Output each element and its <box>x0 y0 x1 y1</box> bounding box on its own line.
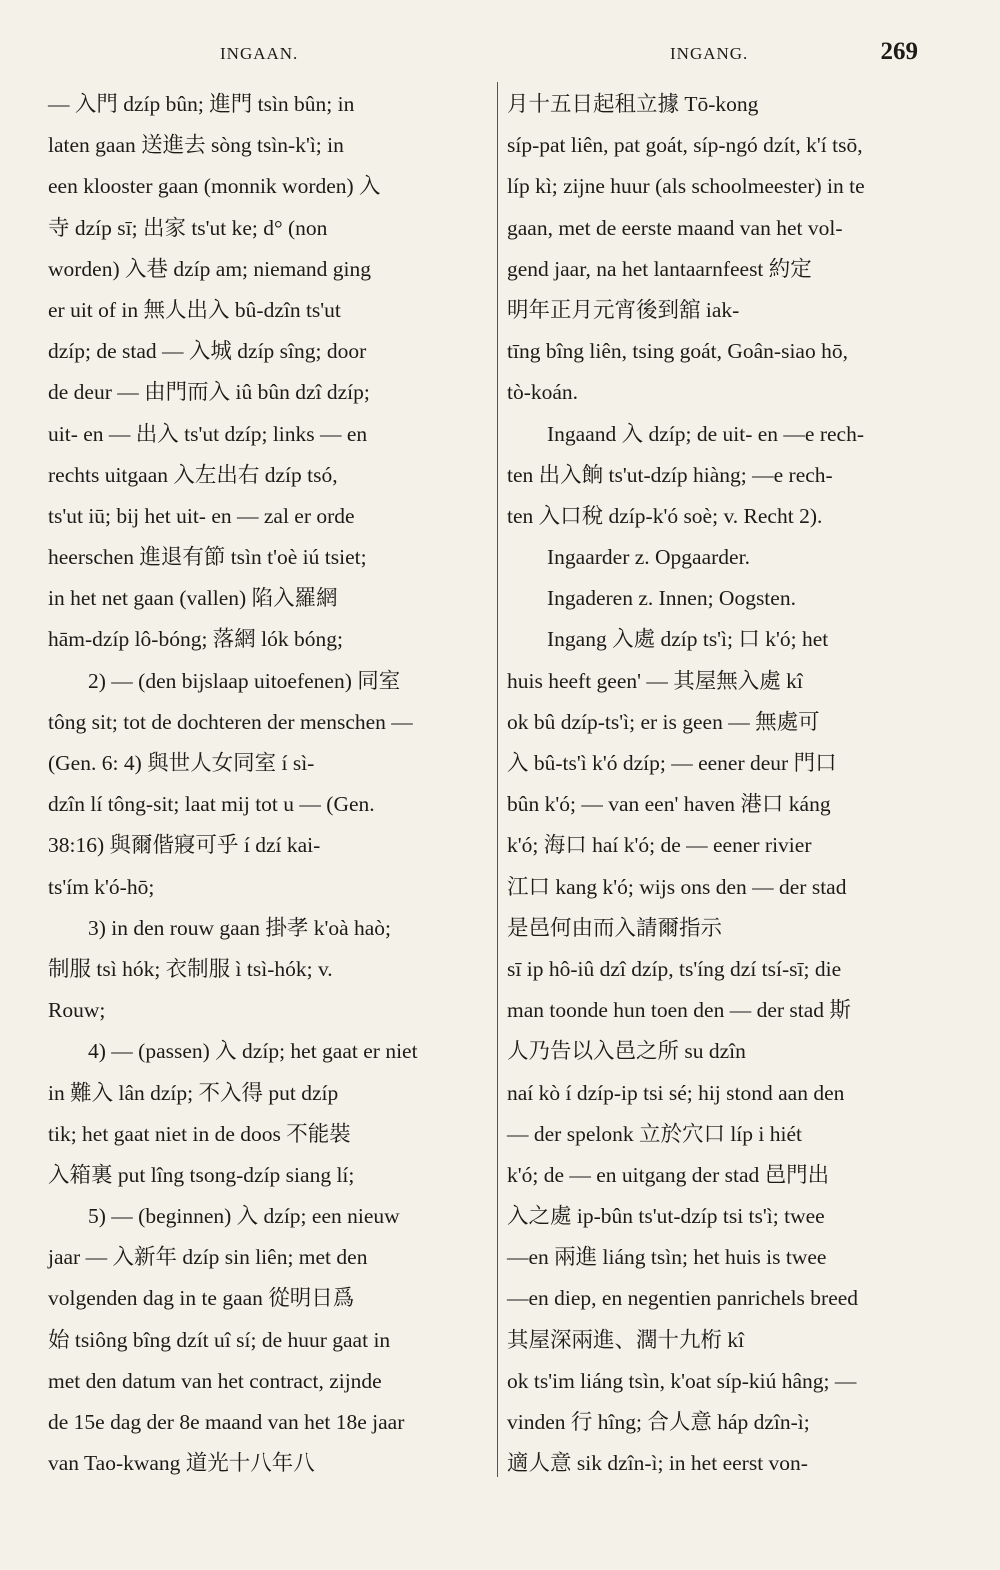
text-line: 入之處 ip-bûn ts'ut-dzíp tsi ts'ì; twee <box>507 1204 825 1229</box>
text-line: naí kò í dzíp-ip tsi sé; hij stond aan den <box>507 1080 845 1105</box>
text-line: ten 出入餉 ts'ut-dzíp hiàng; —e rech- <box>507 462 833 487</box>
text-line: de 15e dag der 8e maand van het 18e jaar <box>48 1410 405 1434</box>
text-line: tò-koán. <box>507 380 579 405</box>
text-line: 入 bû-ts'ì k'ó dzíp; — eener deur 門口 <box>507 751 837 775</box>
text-line: laten gaan 送進去 sòng tsìn-k'ì; in <box>48 133 344 158</box>
text-line: 其屋深兩進、濶十九桁 kî <box>507 1327 745 1352</box>
text-line: 明年正月元宵後到舘 iak- <box>507 297 740 322</box>
text-line: de deur — 由門而入 iû bûn dzî dzíp; <box>48 380 370 405</box>
text-line: 適人意 sik dzîn-ì; in het eerst von- <box>507 1451 808 1476</box>
right-column <box>507 84 944 1484</box>
entry-ingang: Ingang 入處 dzíp ts'ì; 口 k'ó; het <box>547 627 829 652</box>
text-line: jaar — 入新年 dzíp sin liên; met den <box>48 1245 368 1270</box>
text-line: gaan, met de eerste maand van het vol- <box>507 215 843 240</box>
text-line: hām-dzíp lô-bóng; 落網 lók bóng; <box>48 627 343 652</box>
text-line: ts'ím k'ó-hō; <box>48 874 155 899</box>
text-line: tông sit; tot de dochteren der menschen — <box>48 709 413 734</box>
text-line: ok bû dzíp-ts'ì; er is geen — 無處可 <box>507 709 820 734</box>
text-line: 寺 dzíp sī; 出家 ts'ut ke; d° (non <box>48 215 328 240</box>
page-number: 269 <box>880 38 918 65</box>
left-column <box>48 84 488 1484</box>
text-line: een klooster gaan (monnik worden) 入 <box>48 174 381 199</box>
text-line: dzîn lí tông-sit; laat mij tot u — (Gen. <box>48 792 375 817</box>
text-line: gend jaar, na het lantaarnfeest 約定 <box>507 256 812 281</box>
text-line: volgenden dag in te gaan 從明日爲 <box>48 1286 355 1311</box>
entry-ingaderen: Ingaderen z. Innen; Oogsten. <box>547 586 796 611</box>
text-line: vinden 行 hîng; 合人意 háp dzîn-ì; <box>507 1410 810 1434</box>
text-line: (Gen. 6: 4) 與世人女同室 í sì- <box>48 751 315 775</box>
text-line: — 入門 dzíp bûn; 進門 tsìn bûn; in <box>48 92 355 116</box>
text-line: in 難入 lân dzíp; 不入得 put dzíp <box>48 1080 339 1105</box>
text-line: bûn k'ó; — van een' haven 港口 káng <box>507 792 831 817</box>
text-line: —en 兩進 liáng tsìn; het huis is twee <box>507 1245 827 1270</box>
text-line: huis heeft geen' — 其屋無入處 kî <box>507 668 803 693</box>
text-line: 入箱裏 put lîng tsong-dzíp siang lí; <box>48 1162 355 1187</box>
text-line: uit- en — 出入 ts'ut dzíp; links — en <box>48 421 368 446</box>
text-line: 制服 tsì hók; 衣制服 ì tsì-hók; v. <box>48 956 333 981</box>
text-line: ok ts'im liáng tsìn, k'oat síp-kiú hâng; — <box>507 1368 857 1393</box>
text-line: 月十五日起租立據 Tō-kong <box>507 92 759 116</box>
text-line: 人乃告以入邑之所 su dzîn <box>507 1039 746 1064</box>
text-line: 始 tsiông bîng dzít uî sí; de huur gaat in <box>48 1327 391 1352</box>
text-line: síp-pat liên, pat goát, síp-ngó dzít, k'í tsō, <box>507 133 863 158</box>
sense-3-line: 3) in den rouw gaan 掛孝 k'oà haò; <box>88 915 392 940</box>
text-line: met den datum van het contract, zijnde <box>48 1368 382 1393</box>
text-line: tīng bîng liên, tsing goát, Goân-siao hō, <box>507 339 848 364</box>
text-line: 38:16) 與爾偕寢可乎 í dzí kai- <box>48 833 321 858</box>
entry-ingaarder: Ingaarder z. Opgaarder. <box>547 545 750 570</box>
text-line: in het net gaan (vallen) 陷入羅網 <box>48 586 338 611</box>
text-line: k'ó; 海口 haí k'ó; de — eener rivier <box>507 833 812 858</box>
text-line: dzíp; de stad — 入城 dzíp sîng; door <box>48 339 367 364</box>
text-line: rechts uitgaan 入左出右 dzíp tsó, <box>48 462 338 487</box>
running-header-left: INGAAN. <box>220 44 299 63</box>
text-line: man toonde hun toen den — der stad 斯 <box>507 998 851 1023</box>
text-line: er uit of in 無人出入 bû-dzîn ts'ut <box>48 297 341 322</box>
text-line: líp kì; zijne huur (als schoolmeester) in te <box>507 174 865 199</box>
text-line: 江口 kang k'ó; wijs ons den — der stad <box>507 874 847 899</box>
text-line: worden) 入巷 dzíp am; niemand ging <box>48 256 372 281</box>
sense-5-line: 5) — (beginnen) 入 dzíp; een nieuw <box>88 1204 400 1229</box>
text-line: van Tao-kwang 道光十八年八 <box>48 1451 315 1476</box>
running-header-right: INGANG. <box>670 44 749 63</box>
text-line: Rouw; <box>48 998 106 1023</box>
text-line: tik; het gaat niet in de doos 不能裝 <box>48 1121 351 1146</box>
text-line: k'ó; de — en uitgang der stad 邑門出 <box>507 1162 830 1187</box>
entry-ingaand: Ingaand 入 dzíp; de uit- en —e rech- <box>547 421 864 446</box>
text-line: — der spelonk 立於穴口 líp i hiét <box>507 1121 802 1146</box>
text-line: 是邑何由而入請爾指示 <box>507 915 723 940</box>
text-line: ten 入口稅 dzíp-k'ó soè; v. Recht 2). <box>507 503 823 528</box>
sense-2-line: 2) — (den bijslaap uitoefenen) 同室 <box>88 668 401 693</box>
text-line: heerschen 進退有節 tsìn t'oè iú tsiet; <box>48 545 367 570</box>
text-line: —en diep, en negentien panrichels breed <box>507 1286 859 1311</box>
sense-4-line: 4) — (passen) 入 dzíp; het gaat er niet <box>88 1039 418 1064</box>
text-line: ts'ut iū; bij het uit- en — zal er orde <box>48 503 355 528</box>
text-line: sī ip hô-iû dzî dzíp, ts'íng dzí tsí-sī; die <box>507 956 842 981</box>
column-divider <box>497 82 498 1477</box>
